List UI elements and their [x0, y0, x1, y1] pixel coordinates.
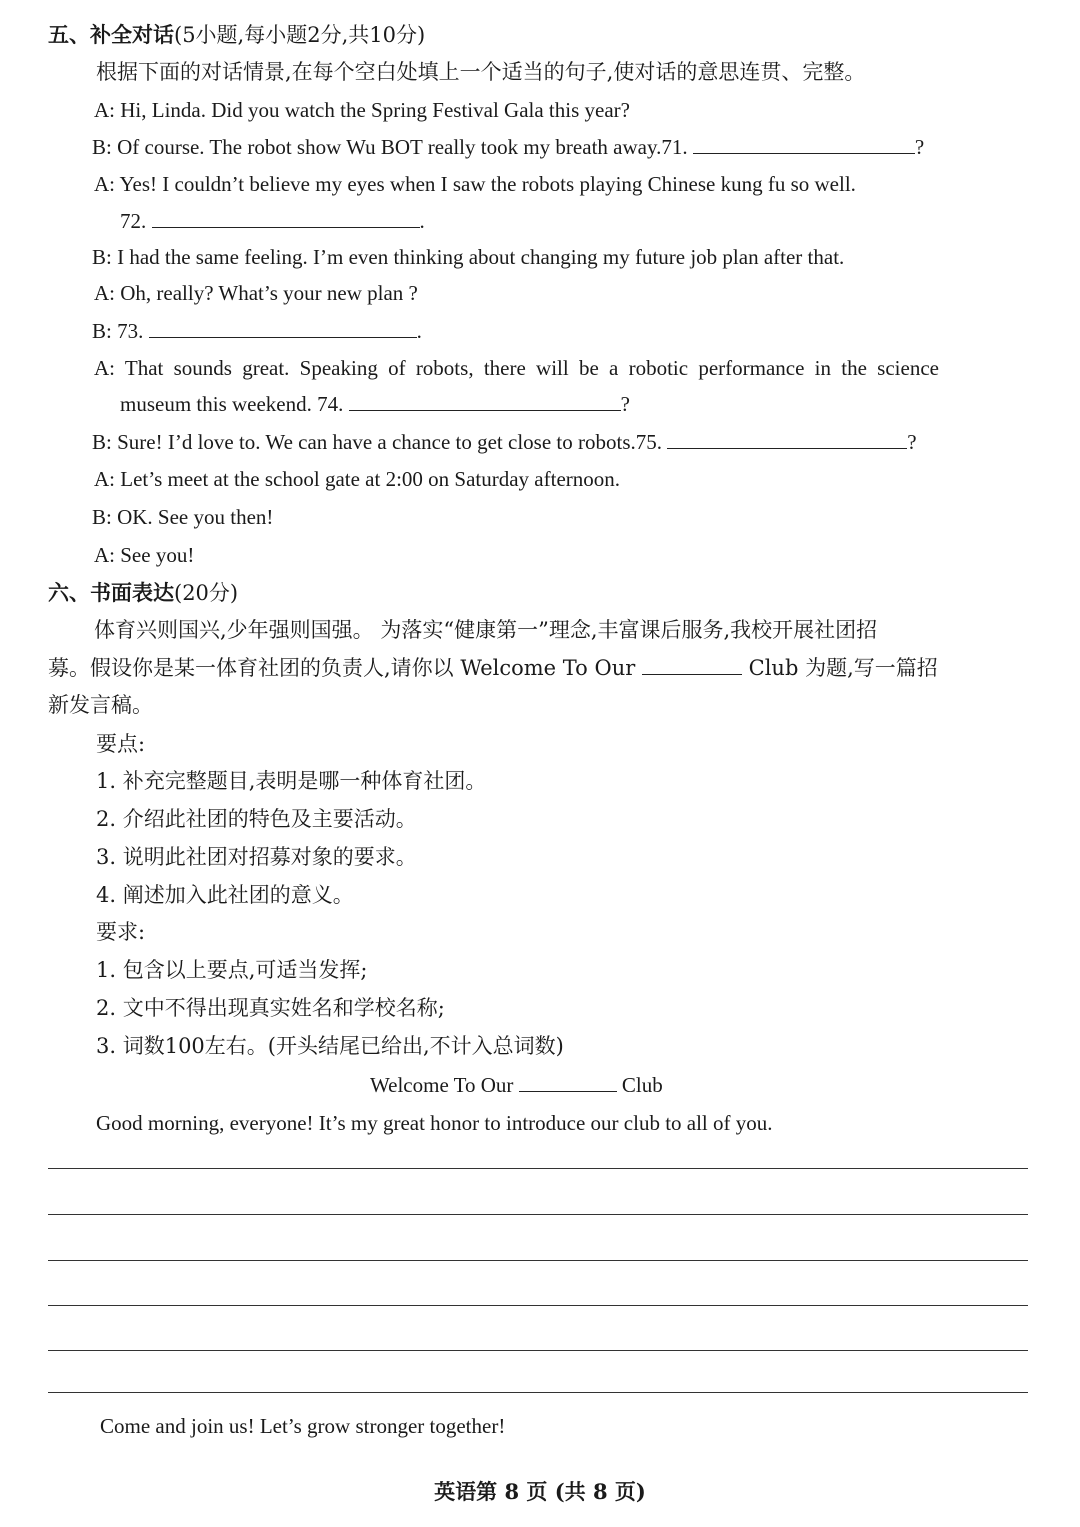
page-footer: 英语第 8 页 (共 8 页)	[434, 1479, 646, 1504]
dialogue-line-3: A: Yes! I couldn’t believe my eyes when I saw the robots playing Chinese kung fu so well.	[94, 172, 856, 196]
section5-heading	[48, 24, 425, 46]
writing-line[interactable]	[48, 1392, 1028, 1393]
section6-paragraph-3: 新发言稿。	[48, 693, 153, 717]
answer-blank-72[interactable]	[152, 213, 420, 228]
requirement-item: 2. 文中不得出现真实姓名和学校名称;	[96, 996, 445, 1020]
essay-title-end: Club	[621, 1073, 663, 1097]
question-number-72: 72.	[120, 209, 147, 233]
dialogue-line-6	[92, 321, 422, 342]
dialogue-line-2	[92, 137, 924, 158]
dialogue-line-7a: A: That sounds great. Speaking of robots, there will be a robotic performance in the science	[94, 356, 939, 380]
dialogue-line-2-text: B: Of course. The robot show Wu BOT really took my breath away.71.	[92, 135, 688, 159]
point-item: 1. 补充完整题目,表明是哪一种体育社团。	[96, 769, 487, 793]
essay-title-start: Welcome To Our	[370, 1073, 514, 1097]
point-item: 2. 介绍此社团的特色及主要活动。	[96, 807, 417, 831]
section6-paragraph-2a: 募。假设你是某一体育社团的负责人,请你以 Welcome To Our	[48, 656, 636, 680]
dialogue-line-3-cont	[120, 211, 425, 232]
dialogue-line-7b-text: museum this weekend. 74.	[120, 392, 344, 416]
dialogue-line-10: B: OK. See you then!	[92, 505, 274, 529]
answer-blank-73[interactable]	[149, 323, 417, 338]
dialogue-line-4: B: I had the same feeling. I’m even thinking about changing my future job plan after that.	[92, 245, 845, 269]
essay-closing: Come and join us! Let’s grow stronger together!	[100, 1414, 506, 1438]
writing-line[interactable]	[48, 1168, 1028, 1169]
essay-title-blank[interactable]	[519, 1077, 617, 1092]
requirement-item: 1. 包含以上要点,可适当发挥;	[96, 958, 368, 982]
requirements-label: 要求:	[96, 920, 146, 944]
dialogue-line-2-end: ?	[914, 135, 925, 159]
dialogue-line-8-end: ?	[907, 430, 917, 454]
requirement-item: 3. 词数100左右。(开头结尾已给出,不计入总词数)	[96, 1034, 564, 1058]
answer-blank-74[interactable]	[349, 396, 621, 411]
writing-line[interactable]	[48, 1305, 1028, 1306]
section6-score: (20分)	[174, 581, 239, 605]
section5-instruction: 根据下面的对话情景,在每个空白处填上一个适当的句子,使对话的意思连贯、完整。	[96, 60, 866, 84]
section6-paragraph-1: 体育兴则国兴,少年强则国强。 为落实“健康第一”理念,丰富课后服务,我校开展社团招	[94, 618, 878, 642]
dialogue-line-1: A: Hi, Linda. Did you watch the Spring Festival Gala this year?	[94, 98, 630, 122]
dialogue-line-9: A: Let’s meet at the school gate at 2:00 on Saturday afternoon.	[94, 467, 621, 491]
section5-title: 五、补全对话	[48, 22, 174, 47]
writing-line[interactable]	[48, 1214, 1028, 1215]
essay-title	[370, 1075, 663, 1096]
section6-title: 六、书面表达	[48, 580, 174, 605]
dialogue-line-11: A: See you!	[94, 543, 195, 567]
dialogue-line-6-end: .	[416, 319, 422, 343]
dialogue-line-6-text: B: 73.	[92, 319, 144, 343]
dialogue-line-7-end: ?	[620, 392, 630, 416]
dialogue-line-7b	[120, 394, 630, 415]
dialogue-line-3-end: .	[419, 209, 425, 233]
dialogue-line-8-text: B: Sure! I’d love to. We can have a chance to get close to robots.75.	[92, 430, 662, 454]
section5-score: (5小题,每小题2分,共10分)	[174, 23, 426, 47]
points-label: 要点:	[96, 732, 146, 756]
writing-line[interactable]	[48, 1350, 1028, 1351]
essay-opening: Good morning, everyone! It’s my great honor to introduce our club to all of you.	[96, 1111, 773, 1135]
section6-paragraph-2b: Club 为题,写一篇招	[748, 656, 938, 680]
answer-blank-75[interactable]	[667, 434, 907, 449]
answer-blank-71[interactable]	[693, 139, 915, 154]
dialogue-line-8	[92, 432, 917, 453]
point-item: 4. 阐述加入此社团的意义。	[96, 883, 354, 907]
writing-line[interactable]	[48, 1260, 1028, 1261]
section6-paragraph-2	[48, 658, 938, 679]
point-item: 3. 说明此社团对招募对象的要求。	[96, 845, 417, 869]
section6-heading	[48, 582, 238, 604]
dialogue-line-5: A: Oh, really? What’s your new plan ?	[94, 281, 418, 305]
title-blank	[642, 660, 742, 675]
